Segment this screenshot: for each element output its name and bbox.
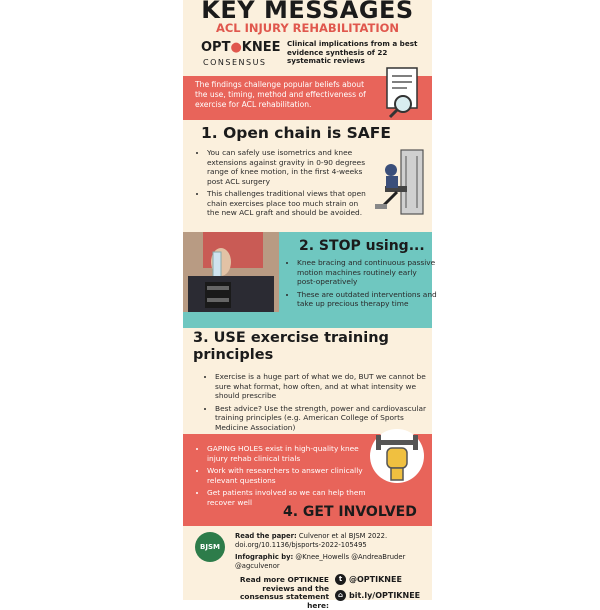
web-text: bit.ly/OPTIKNEE — [349, 591, 421, 600]
section1-list — [197, 148, 369, 221]
document-search-icon — [379, 64, 427, 122]
list-item: • GAPING HOLES exist in high-quality knee injury rehab clinical trials — [207, 444, 367, 463]
info-text[interactable]: @Knee_Howells @AndreaBruder @agculvenor — [235, 553, 406, 570]
read-label: Read the paper: — [235, 532, 297, 540]
section4-list — [197, 444, 367, 510]
twitter-text: @OPTIKNEE — [349, 575, 402, 584]
intro-text: The findings challenge popular beliefs about the use, timing, method and effectiveness of exercise for ACL rehabilitation. — [195, 80, 366, 109]
read-text[interactable]: Culvenor et al BJSM 2022. doi.org/10.1136/bjsports-2022-105495 — [235, 532, 388, 549]
infographic — [183, 0, 437, 610]
knee-brace-photo-graphic — [183, 232, 279, 312]
bjsm-badge: BJSM — [195, 532, 225, 562]
clinical-implications-text: Clinical implications from a best evidence synthesis of 22 systematic reviews — [287, 39, 418, 65]
logo-subtitle: CONSENSUS — [203, 58, 267, 67]
section2-list — [287, 258, 437, 312]
section4-heading: 4. GET INVOLVED — [283, 504, 417, 520]
infographic-credit — [235, 553, 425, 570]
web-icon: ⌂ — [335, 590, 346, 601]
section3-heading: 3. USE exercise training principles — [193, 330, 389, 363]
twitter-handle[interactable] — [335, 574, 402, 585]
list-item: • Knee bracing and continuous passive motion machines routinely early post-operatively — [297, 258, 437, 287]
list-item: • This challenges traditional views that open chain exercises place too much strain on the new ACL graft and should be avoided. — [207, 189, 369, 218]
section2-heading: 2. STOP using... — [299, 238, 425, 254]
logo-part1: OPT — [201, 40, 231, 55]
list-item: • These are outdated interventions and take up precious therapy time — [297, 290, 437, 309]
list-item: • Work with researchers to answer clinically relevant questions — [207, 466, 367, 485]
read-more-text: Read more OPTIKNEE reviews and the consensus statement here: — [239, 575, 329, 610]
list-item: • Exercise is a huge part of what we do, BUT we cannot be sure what format, how often, and at what intensity we should prescribe — [215, 372, 435, 401]
twitter-icon: t — [335, 574, 346, 585]
page-title: KEY MESSAGES — [201, 0, 414, 24]
read-paper — [235, 532, 425, 549]
list-item: • You can safely use isometrics and knee extensions against gravity in 0-90 degrees range of knee motion, in the first 4-weeks post ACL surgery — [207, 148, 369, 186]
logo-part2: KNEE — [241, 40, 281, 55]
logo-mark-icon: ● — [230, 40, 242, 55]
list-item: • Get patients involved so we can help them recover well — [207, 488, 367, 507]
page-subtitle: ACL INJURY REHABILITATION — [215, 21, 400, 35]
info-label: Infographic by: — [235, 553, 294, 561]
optiknee-logo — [201, 40, 281, 55]
knee-brace-photo — [183, 232, 279, 312]
dumbbell-arm-icon — [367, 426, 427, 486]
section1-heading: 1. Open chain is SAFE — [201, 124, 391, 142]
website-link[interactable] — [335, 590, 420, 601]
knee-extension-machine-icon — [371, 148, 427, 218]
list-item: • Best advice? Use the strength, power and cardiovascular training principles (e.g. American College of Sports Medicine Association) — [215, 404, 435, 433]
